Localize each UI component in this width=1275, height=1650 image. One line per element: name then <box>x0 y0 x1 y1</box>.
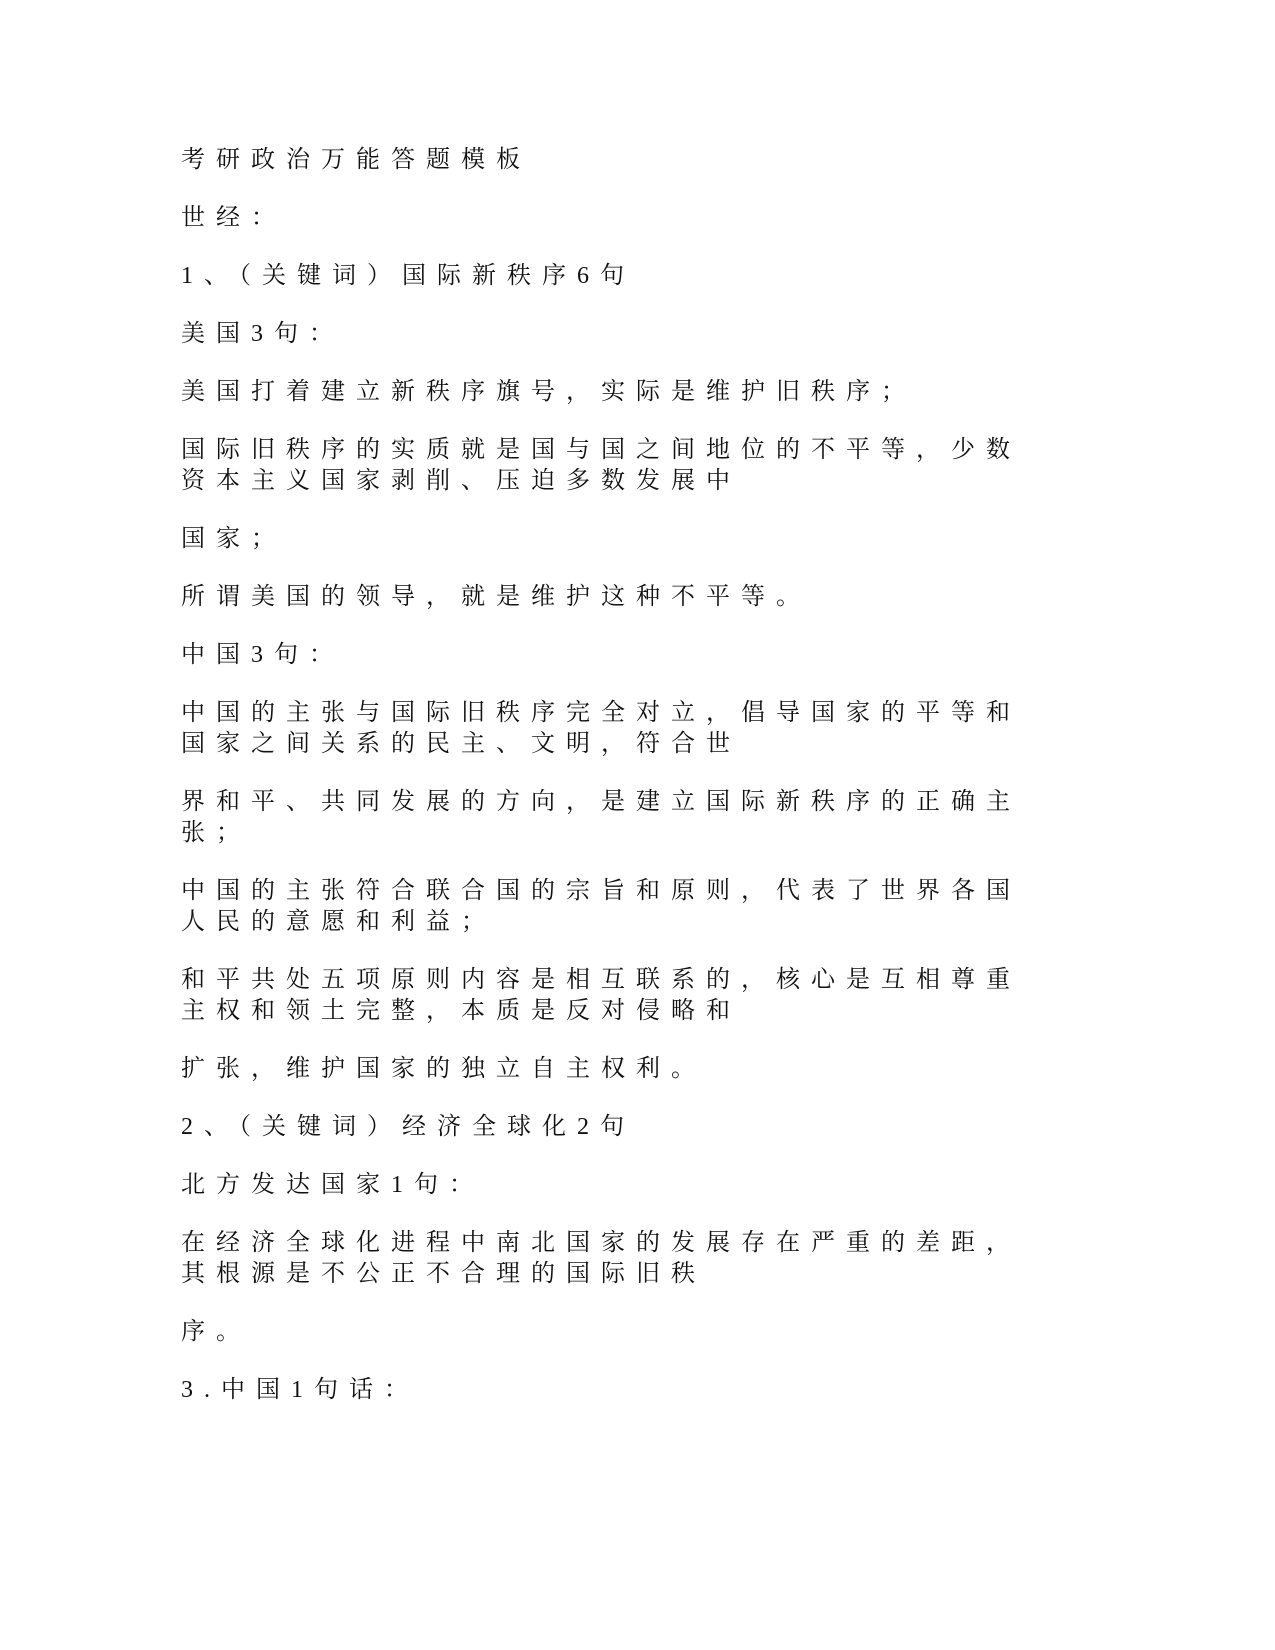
paragraph: 其根源是不公正不合理的国际旧秩 <box>181 1261 706 1287</box>
paragraph: 国际旧秩序的实质就是国与国之间地位的不平等，少数 <box>181 437 1021 463</box>
section-heading: 1、（关键词）国际新秩序6句 <box>181 263 635 289</box>
paragraph: 资本主义国家剥削、压迫多数发展中 <box>181 468 741 494</box>
paragraph: 北方发达国家1句： <box>181 1172 484 1198</box>
paragraph: 中国的主张与国际旧秩序完全对立，倡导国家的平等和 <box>181 700 1021 726</box>
section-heading: 2、（关键词）经济全球化2句 <box>181 1114 635 1140</box>
paragraph: 界和平、共同发展的方向，是建立国际新秩序的正确主 <box>181 789 1021 815</box>
paragraph: 主权和领土完整，本质是反对侵略和 <box>181 998 741 1024</box>
paragraph: 和平共处五项原则内容是相互联系的，核心是互相尊重 <box>181 967 1021 993</box>
paragraph: 世经： <box>181 205 286 231</box>
paragraph: 国家； <box>181 526 286 552</box>
paragraph: 扩张，维护国家的独立自主权利。 <box>181 1056 706 1082</box>
paragraph: 美国3句： <box>181 321 344 347</box>
paragraph: 国家之间关系的民主、文明，符合世 <box>181 731 741 757</box>
paragraph: 序。 <box>181 1319 251 1345</box>
paragraph: 中国3句： <box>181 642 344 668</box>
paragraph: 张； <box>181 820 251 846</box>
paragraph: 所谓美国的领导，就是维护这种不平等。 <box>181 584 811 610</box>
paragraph: 中国的主张符合联合国的宗旨和原则，代表了世界各国 <box>181 878 1021 904</box>
paragraph: 人民的意愿和利益； <box>181 909 496 935</box>
paragraph: 美国打着建立新秩序旗号，实际是维护旧秩序； <box>181 379 916 405</box>
paragraph: 3.中国1句话： <box>181 1377 419 1403</box>
document-title: 考研政治万能答题模板 <box>181 147 531 173</box>
paragraph: 在经济全球化进程中南北国家的发展存在严重的差距， <box>181 1230 1021 1256</box>
